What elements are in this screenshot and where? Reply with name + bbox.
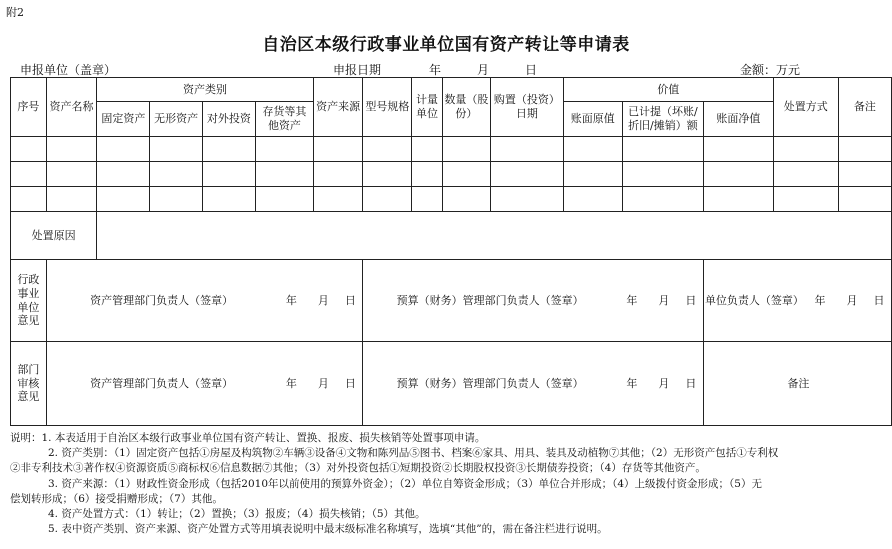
cell[interactable] [412,162,442,187]
header-fixed-assets: 固定资产 [97,102,150,137]
cell[interactable] [313,137,363,162]
cell[interactable] [442,137,491,162]
cell[interactable] [313,187,363,212]
instructions [10,431,886,537]
note-line: 偿划转形成；（6）接受捐赠形成；（7）其他。 [10,492,223,505]
cell[interactable] [563,162,622,187]
day-label: 日 [344,293,356,307]
cell[interactable] [838,162,891,187]
signature-label: 预算（财务）管理部门负责人（签章） [396,293,584,307]
cell[interactable] [150,137,202,162]
header-remarks: 备注 [838,78,891,137]
cell[interactable] [363,162,412,187]
cell[interactable] [11,137,47,162]
dept-asset-manager-signature[interactable] [46,342,363,426]
month-label: 月 [317,376,329,390]
header-measure-unit: 计量单位 [412,78,442,137]
cell[interactable] [313,162,363,187]
cell[interactable] [412,137,442,162]
signature-label: 资产管理部门负责人（签章） [90,376,234,390]
day-label: 日 [344,376,356,390]
day-label: 日 [685,376,697,390]
cell[interactable] [46,137,96,162]
disposal-reason-field[interactable] [97,212,892,260]
header-book-value: 账面原值 [563,102,622,137]
cell[interactable] [838,137,891,162]
cell[interactable] [97,187,150,212]
year-label: 年 [285,293,297,307]
reporting-unit-label: 申报单位（盖章） [20,63,117,77]
signature-label: 预算（财务）管理部门负责人（签章） [396,376,584,390]
cell[interactable] [838,187,891,212]
attachment-label: 附2 [6,6,24,19]
dept-remarks-field[interactable] [703,342,891,426]
day-label: 日 [685,293,697,307]
signature-label: 资产管理部门负责人（签章） [90,293,234,307]
dept-budget-manager-signature[interactable] [363,342,703,426]
month-label: 月 [317,293,329,307]
signature-label: 单位负责人（签章） [704,293,804,307]
form-title: 自治区本级行政事业单位国有资产转让等申请表 [262,35,630,55]
cell[interactable] [150,187,202,212]
cell[interactable] [773,187,838,212]
note-line: 说明：1. 本表适用于自治区本级行政事业单位国有资产转让、置换、报废、损失核销等处置事项申请。 [10,432,486,444]
cell[interactable] [622,137,703,162]
day-label: 日 [873,293,885,307]
year-label: 年 [814,293,826,307]
dept-opinion-row [11,342,892,426]
cell[interactable] [703,162,773,187]
header-seq: 序号 [11,78,47,137]
note-line: 2. 资产类别：（1）固定资产包括①房屋及构筑物②车辆③设备④文物和陈列品⑤图书、档案⑥家具、用具、装具及动植物⑦其他；（2）无形资产包括①专利权 [48,447,779,460]
cell[interactable] [255,137,313,162]
cell[interactable] [491,137,563,162]
cell[interactable] [563,137,622,162]
cell[interactable] [622,187,703,212]
cell[interactable] [703,187,773,212]
cell[interactable] [491,162,563,187]
cell[interactable] [150,162,202,187]
cell[interactable] [622,162,703,187]
year-label: 年 [626,376,638,390]
admin-budget-manager-signature[interactable] [363,260,703,342]
note-line: 5. 表中资产类别、资产来源、资产处置方式等用填表说明中最末级标准名称填写，选填“其他”的，需在备注栏进行说明。 [48,523,608,536]
year-label: 年 [626,293,638,307]
cell[interactable] [363,137,412,162]
header-intangible-assets: 无形资产 [150,102,202,137]
admin-unit-head-signature[interactable] [703,260,891,342]
table-row [11,162,892,187]
header-depreciation: 已计提（坏账/折旧/摊销）额 [622,102,703,137]
header-value: 价值 [563,78,773,102]
cell[interactable] [202,162,255,187]
note-line: 3. 资产来源：（1）财政性资金形成（包括2010年以前使用的预算外资金）；（2）单位自筹资金形成；（3）单位合并形成；（4）上级拨付资金形成；（5）无 [48,477,762,490]
admin-asset-manager-signature[interactable] [46,260,363,342]
cell[interactable] [11,162,47,187]
cell[interactable] [442,187,491,212]
month-label: 月 [846,293,858,307]
disposal-reason-label: 处置原因 [11,212,97,260]
header-asset-source: 资产来源 [313,78,363,137]
amount-unit-label: 金额：万元 [740,63,801,77]
admin-opinion-label: 行政事业单位意见 [11,260,47,342]
table-row [11,187,892,212]
cell[interactable] [255,162,313,187]
month-label: 月 [658,293,670,307]
header-model-spec: 型号规格 [363,78,412,137]
cell[interactable] [363,187,412,212]
cell[interactable] [46,162,96,187]
cell[interactable] [703,137,773,162]
cell[interactable] [46,187,96,212]
year-label: 年 [285,376,297,390]
dept-opinion-label: 部门审核意见 [11,342,47,426]
cell[interactable] [491,187,563,212]
header-asset-category: 资产类别 [97,78,314,102]
cell[interactable] [202,137,255,162]
header-external-investment: 对外投资 [202,102,255,137]
header-asset-name: 资产名称 [46,78,96,137]
header-disposal-method: 处置方式 [773,78,838,137]
header-net-value: 账面净值 [703,102,773,137]
note-line: ②非专利技术③著作权④资源资质⑤商标权⑥信息数据⑦其他；（3）对外投资包括①短期投资②长期股权投资③长期债券投资；（4）存货等其他资产。 [10,462,706,475]
cell[interactable] [255,187,313,212]
note-line: 4. 资产处置方式：（1）转让；（2）置换；（3）报废；（4）损失核销；（5）其他。 [48,508,426,521]
cell[interactable] [442,162,491,187]
cell[interactable] [11,187,47,212]
cell[interactable] [773,162,838,187]
cell[interactable] [563,187,622,212]
cell[interactable] [202,187,255,212]
header-quantity: 数量（股份） [442,78,491,137]
admin-opinion-row [11,260,892,342]
table-row [11,137,892,162]
cell[interactable] [773,137,838,162]
cell[interactable] [97,162,150,187]
reporting-date-label: 申报日期 年 月 日 [333,63,538,77]
month-label: 月 [658,376,670,390]
header-purchase-date: 购置（投资）日期 [491,78,563,137]
application-table [10,77,892,426]
cell[interactable] [412,187,442,212]
cell[interactable] [97,137,150,162]
remarks-label: 备注 [787,376,810,390]
header-inventory-other: 存货等其他资产 [255,102,313,137]
